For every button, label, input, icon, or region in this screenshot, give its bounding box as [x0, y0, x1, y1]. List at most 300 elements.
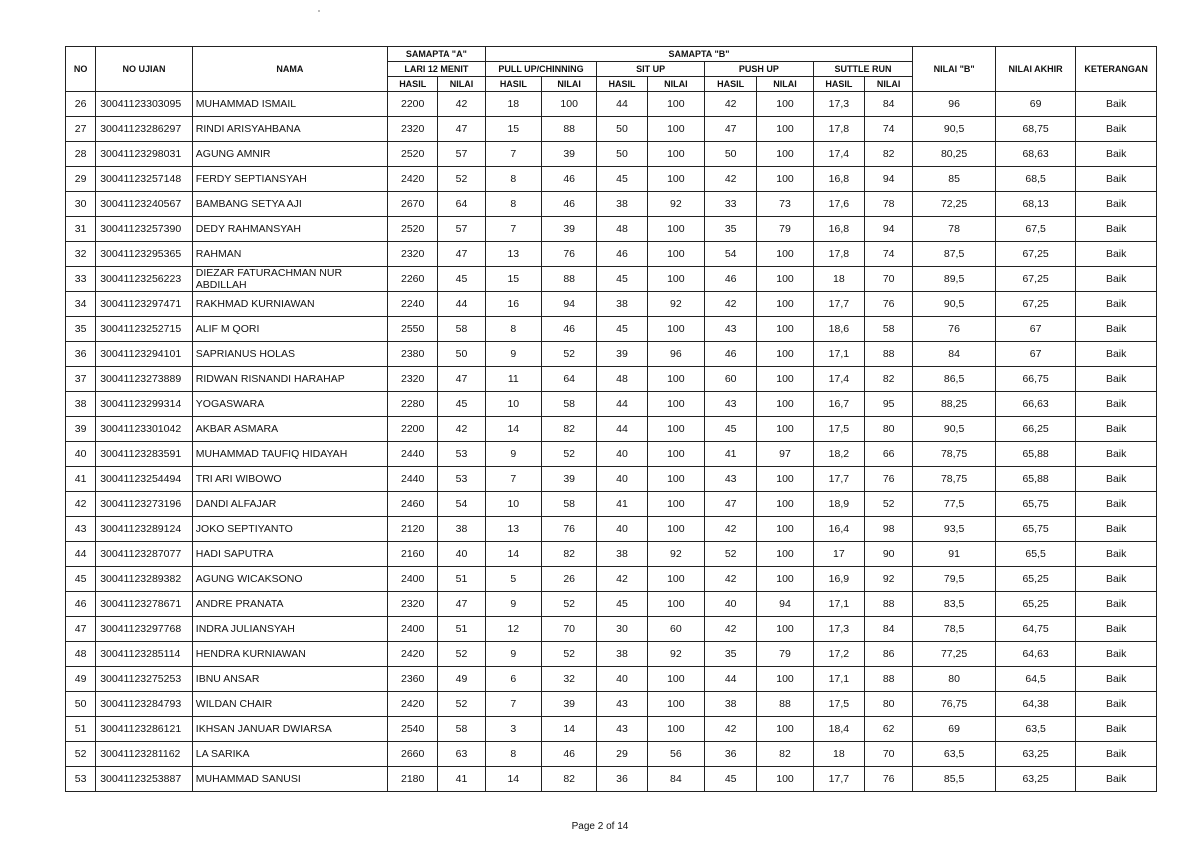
cell-nilai-akhir: 68,63	[995, 142, 1076, 167]
cell-no-ujian: 30041123294101	[96, 342, 193, 367]
table-row	[66, 267, 1157, 292]
scan-speck	[318, 10, 320, 12]
cell-suttle-hasil: 17,7	[813, 292, 864, 317]
cell-suttle-nilai: 90	[865, 542, 913, 567]
cell-pullup-nilai: 32	[542, 667, 597, 692]
nilai-subheader: NILAI	[865, 77, 913, 92]
cell-pushup-hasil: 46	[705, 342, 757, 367]
cell-pushup-nilai: 100	[757, 392, 813, 417]
cell-nilai-akhir: 67	[995, 317, 1076, 342]
cell-no-ujian: 30041123253887	[96, 767, 193, 792]
cell-pushup-hasil: 42	[705, 292, 757, 317]
cell-pushup-nilai: 100	[757, 292, 813, 317]
cell-pullup-nilai: 94	[542, 292, 597, 317]
cell-lari-hasil: 2240	[388, 292, 438, 317]
results-table	[65, 46, 1157, 792]
cell-pullup-nilai: 64	[542, 367, 597, 392]
cell-suttle-hasil: 16,8	[813, 167, 864, 192]
cell-situp-hasil: 45	[597, 592, 647, 617]
cell-situp-nilai: 84	[647, 767, 704, 792]
cell-no: 28	[66, 142, 96, 167]
cell-suttle-hasil: 17,5	[813, 692, 864, 717]
cell-suttle-hasil: 17,8	[813, 242, 864, 267]
cell-pushup-nilai: 97	[757, 442, 813, 467]
nilai-subheader: NILAI	[438, 77, 485, 92]
cell-pullup-hasil: 6	[485, 667, 541, 692]
cell-nilai-b: 96	[913, 92, 996, 117]
cell-lari-hasil: 2280	[388, 392, 438, 417]
cell-pushup-nilai: 82	[757, 742, 813, 767]
cell-situp-nilai: 100	[647, 567, 704, 592]
cell-no-ujian: 30041123301042	[96, 417, 193, 442]
cell-no: 41	[66, 467, 96, 492]
col-nilai-b-header: NILAI "B"	[913, 47, 996, 92]
cell-no: 53	[66, 767, 96, 792]
cell-pullup-nilai: 76	[542, 242, 597, 267]
cell-suttle-nilai: 62	[865, 717, 913, 742]
cell-lari-hasil: 2180	[388, 767, 438, 792]
cell-lari-nilai: 50	[438, 342, 485, 367]
table-row	[66, 417, 1157, 442]
cell-pushup-nilai: 100	[757, 367, 813, 392]
cell-situp-nilai: 100	[647, 392, 704, 417]
cell-keterangan: Baik	[1076, 317, 1157, 342]
cell-situp-nilai: 100	[647, 317, 704, 342]
cell-lari-hasil: 2200	[388, 92, 438, 117]
cell-suttle-nilai: 80	[865, 417, 913, 442]
cell-keterangan: Baik	[1076, 117, 1157, 142]
cell-nilai-b: 78,75	[913, 442, 996, 467]
cell-pullup-hasil: 9	[485, 342, 541, 367]
cell-nilai-akhir: 66,25	[995, 417, 1076, 442]
cell-suttle-nilai: 92	[865, 567, 913, 592]
cell-no-ujian: 30041123278671	[96, 592, 193, 617]
col-no-ujian-header: NO UJIAN	[96, 47, 193, 92]
cell-lari-nilai: 47	[438, 592, 485, 617]
cell-no: 42	[66, 492, 96, 517]
cell-no: 40	[66, 442, 96, 467]
cell-nama: DANDI ALFAJAR	[192, 492, 387, 517]
cell-pullup-hasil: 15	[485, 267, 541, 292]
cell-pushup-nilai: 100	[757, 242, 813, 267]
cell-no-ujian: 30041123287077	[96, 542, 193, 567]
cell-no-ujian: 30041123281162	[96, 742, 193, 767]
table-row	[66, 467, 1157, 492]
cell-lari-nilai: 44	[438, 292, 485, 317]
cell-pullup-nilai: 76	[542, 517, 597, 542]
cell-situp-hasil: 38	[597, 542, 647, 567]
cell-lari-hasil: 2660	[388, 742, 438, 767]
cell-no: 39	[66, 417, 96, 442]
cell-suttle-nilai: 70	[865, 742, 913, 767]
cell-keterangan: Baik	[1076, 767, 1157, 792]
cell-no: 30	[66, 192, 96, 217]
cell-pushup-nilai: 100	[757, 667, 813, 692]
cell-suttle-hasil: 17,2	[813, 642, 864, 667]
cell-keterangan: Baik	[1076, 567, 1157, 592]
cell-nama: AGUNG AMNIR	[192, 142, 387, 167]
cell-pushup-hasil: 42	[705, 517, 757, 542]
cell-lari-nilai: 40	[438, 542, 485, 567]
nilai-subheader: NILAI	[542, 77, 597, 92]
cell-pullup-nilai: 46	[542, 317, 597, 342]
cell-situp-hasil: 45	[597, 267, 647, 292]
cell-situp-nilai: 96	[647, 342, 704, 367]
cell-situp-nilai: 100	[647, 692, 704, 717]
cell-no: 27	[66, 117, 96, 142]
cell-nilai-b: 76,75	[913, 692, 996, 717]
cell-nama: ANDRE PRANATA	[192, 592, 387, 617]
cell-nama: MUHAMMAD SANUSI	[192, 767, 387, 792]
table-header	[66, 47, 1157, 92]
cell-keterangan: Baik	[1076, 392, 1157, 417]
cell-nilai-b: 78	[913, 217, 996, 242]
cell-keterangan: Baik	[1076, 517, 1157, 542]
cell-pullup-hasil: 16	[485, 292, 541, 317]
table-row	[66, 692, 1157, 717]
cell-lari-hasil: 2460	[388, 492, 438, 517]
cell-situp-hasil: 45	[597, 167, 647, 192]
cell-pullup-hasil: 7	[485, 142, 541, 167]
cell-nilai-akhir: 63,5	[995, 717, 1076, 742]
cell-lari-hasil: 2380	[388, 342, 438, 367]
cell-suttle-nilai: 98	[865, 517, 913, 542]
cell-pushup-nilai: 100	[757, 417, 813, 442]
cell-pullup-hasil: 8	[485, 317, 541, 342]
cell-nilai-b: 90,5	[913, 117, 996, 142]
cell-pushup-nilai: 100	[757, 167, 813, 192]
cell-keterangan: Baik	[1076, 342, 1157, 367]
hasil-subheader: HASIL	[597, 77, 647, 92]
cell-lari-nilai: 42	[438, 92, 485, 117]
table-row	[66, 542, 1157, 567]
col-nama-header: NAMA	[192, 47, 387, 92]
cell-lari-hasil: 2420	[388, 642, 438, 667]
cell-no-ujian: 30041123283591	[96, 442, 193, 467]
cell-lari-nilai: 49	[438, 667, 485, 692]
cell-situp-nilai: 92	[647, 542, 704, 567]
cell-nilai-akhir: 68,75	[995, 117, 1076, 142]
cell-no: 52	[66, 742, 96, 767]
cell-keterangan: Baik	[1076, 667, 1157, 692]
cell-no: 35	[66, 317, 96, 342]
cell-lari-nilai: 45	[438, 267, 485, 292]
cell-no: 34	[66, 292, 96, 317]
cell-situp-nilai: 100	[647, 92, 704, 117]
cell-lari-hasil: 2400	[388, 617, 438, 642]
cell-situp-nilai: 60	[647, 617, 704, 642]
cell-situp-hasil: 45	[597, 317, 647, 342]
cell-nilai-b: 78,5	[913, 617, 996, 642]
cell-keterangan: Baik	[1076, 442, 1157, 467]
cell-pullup-nilai: 52	[542, 592, 597, 617]
cell-pullup-nilai: 58	[542, 392, 597, 417]
cell-no-ujian: 30041123254494	[96, 467, 193, 492]
cell-no: 36	[66, 342, 96, 367]
cell-nama: TRI ARI WIBOWO	[192, 467, 387, 492]
table-row	[66, 92, 1157, 117]
cell-pushup-hasil: 43	[705, 317, 757, 342]
cell-nilai-b: 63,5	[913, 742, 996, 767]
cell-pullup-hasil: 14	[485, 542, 541, 567]
cell-no: 44	[66, 542, 96, 567]
cell-nama: RAHMAN	[192, 242, 387, 267]
cell-no-ujian: 30041123275253	[96, 667, 193, 692]
cell-no-ujian: 30041123252715	[96, 317, 193, 342]
cell-suttle-hasil: 17,8	[813, 117, 864, 142]
cell-pushup-nilai: 100	[757, 117, 813, 142]
cell-pushup-nilai: 88	[757, 692, 813, 717]
col-keterangan-header: KETERANGAN	[1076, 47, 1157, 92]
cell-situp-nilai: 100	[647, 492, 704, 517]
cell-nilai-akhir: 67	[995, 342, 1076, 367]
cell-lari-hasil: 2320	[388, 117, 438, 142]
cell-lari-nilai: 57	[438, 217, 485, 242]
cell-lari-nilai: 53	[438, 442, 485, 467]
cell-pushup-hasil: 35	[705, 217, 757, 242]
cell-pushup-nilai: 100	[757, 617, 813, 642]
cell-keterangan: Baik	[1076, 92, 1157, 117]
cell-suttle-hasil: 17,3	[813, 617, 864, 642]
table-row	[66, 517, 1157, 542]
cell-pullup-nilai: 14	[542, 717, 597, 742]
cell-pullup-hasil: 8	[485, 742, 541, 767]
cell-nama: MUHAMMAD ISMAIL	[192, 92, 387, 117]
cell-nilai-b: 80	[913, 667, 996, 692]
cell-situp-hasil: 36	[597, 767, 647, 792]
cell-lari-nilai: 63	[438, 742, 485, 767]
cell-lari-hasil: 2320	[388, 592, 438, 617]
cell-pullup-nilai: 39	[542, 692, 597, 717]
cell-suttle-nilai: 74	[865, 117, 913, 142]
cell-pushup-nilai: 100	[757, 717, 813, 742]
cell-nilai-b: 86,5	[913, 367, 996, 392]
cell-suttle-nilai: 58	[865, 317, 913, 342]
cell-lari-nilai: 51	[438, 617, 485, 642]
cell-suttle-hasil: 17,3	[813, 92, 864, 117]
cell-lari-nilai: 64	[438, 192, 485, 217]
cell-suttle-nilai: 80	[865, 692, 913, 717]
page-number: Page 2 of 14	[571, 821, 629, 832]
cell-situp-hasil: 43	[597, 717, 647, 742]
cell-suttle-hasil: 17,7	[813, 767, 864, 792]
cell-pushup-hasil: 45	[705, 767, 757, 792]
cell-situp-hasil: 44	[597, 417, 647, 442]
cell-suttle-nilai: 52	[865, 492, 913, 517]
cell-lari-hasil: 2670	[388, 192, 438, 217]
cell-nilai-akhir: 66,75	[995, 367, 1076, 392]
cell-no: 50	[66, 692, 96, 717]
cell-nama: JOKO SEPTIYANTO	[192, 517, 387, 542]
cell-nilai-b: 79,5	[913, 567, 996, 592]
cell-keterangan: Baik	[1076, 717, 1157, 742]
cell-no: 45	[66, 567, 96, 592]
cell-nilai-b: 85,5	[913, 767, 996, 792]
cell-nilai-akhir: 65,5	[995, 542, 1076, 567]
cell-pushup-hasil: 60	[705, 367, 757, 392]
table-row	[66, 492, 1157, 517]
cell-pullup-nilai: 70	[542, 617, 597, 642]
cell-pullup-hasil: 12	[485, 617, 541, 642]
cell-pushup-hasil: 46	[705, 267, 757, 292]
cell-nama: WILDAN CHAIR	[192, 692, 387, 717]
table-row	[66, 242, 1157, 267]
cell-pullup-hasil: 11	[485, 367, 541, 392]
cell-no: 32	[66, 242, 96, 267]
cell-keterangan: Baik	[1076, 642, 1157, 667]
cell-keterangan: Baik	[1076, 192, 1157, 217]
cell-nama: AGUNG WICAKSONO	[192, 567, 387, 592]
cell-nilai-akhir: 68,13	[995, 192, 1076, 217]
cell-nilai-akhir: 64,63	[995, 642, 1076, 667]
cell-suttle-nilai: 66	[865, 442, 913, 467]
cell-no: 48	[66, 642, 96, 667]
cell-pushup-nilai: 100	[757, 142, 813, 167]
cell-pullup-nilai: 100	[542, 92, 597, 117]
cell-suttle-nilai: 76	[865, 767, 913, 792]
cell-pullup-nilai: 46	[542, 192, 597, 217]
cell-nama: HADI SAPUTRA	[192, 542, 387, 567]
cell-pushup-hasil: 50	[705, 142, 757, 167]
cell-pullup-hasil: 7	[485, 692, 541, 717]
table-row	[66, 592, 1157, 617]
cell-nilai-akhir: 65,88	[995, 442, 1076, 467]
cell-nama: DEDY RAHMANSYAH	[192, 217, 387, 242]
table-row	[66, 567, 1157, 592]
cell-nilai-b: 88,25	[913, 392, 996, 417]
cell-situp-nilai: 92	[647, 292, 704, 317]
cell-pullup-hasil: 14	[485, 767, 541, 792]
cell-pullup-hasil: 13	[485, 242, 541, 267]
cell-pullup-hasil: 9	[485, 442, 541, 467]
cell-keterangan: Baik	[1076, 742, 1157, 767]
cell-no-ujian: 30041123297471	[96, 292, 193, 317]
cell-pushup-hasil: 42	[705, 167, 757, 192]
cell-lari-nilai: 52	[438, 167, 485, 192]
cell-pullup-nilai: 46	[542, 167, 597, 192]
cell-suttle-hasil: 17,1	[813, 592, 864, 617]
cell-no: 49	[66, 667, 96, 692]
cell-no-ujian: 30041123299314	[96, 392, 193, 417]
cell-nama: HENDRA KURNIAWAN	[192, 642, 387, 667]
cell-nilai-akhir: 69	[995, 92, 1076, 117]
cell-nama: IBNU ANSAR	[192, 667, 387, 692]
cell-pushup-nilai: 100	[757, 267, 813, 292]
cell-pushup-hasil: 42	[705, 567, 757, 592]
cell-suttle-nilai: 70	[865, 267, 913, 292]
cell-pullup-nilai: 26	[542, 567, 597, 592]
cell-suttle-nilai: 94	[865, 217, 913, 242]
cell-suttle-nilai: 86	[865, 642, 913, 667]
cell-no-ujian: 30041123240567	[96, 192, 193, 217]
cell-pullup-nilai: 82	[542, 417, 597, 442]
cell-pushup-nilai: 100	[757, 467, 813, 492]
cell-lari-hasil: 2260	[388, 267, 438, 292]
cell-lari-hasil: 2550	[388, 317, 438, 342]
cell-no-ujian: 30041123256223	[96, 267, 193, 292]
cell-keterangan: Baik	[1076, 292, 1157, 317]
nilai-subheader: NILAI	[757, 77, 813, 92]
cell-lari-nilai: 52	[438, 642, 485, 667]
cell-situp-nilai: 56	[647, 742, 704, 767]
cell-suttle-nilai: 88	[865, 342, 913, 367]
cell-situp-nilai: 100	[647, 517, 704, 542]
cell-no-ujian: 30041123303095	[96, 92, 193, 117]
cell-nama: SAPRIANUS HOLAS	[192, 342, 387, 367]
cell-pullup-nilai: 39	[542, 217, 597, 242]
cell-situp-hasil: 50	[597, 117, 647, 142]
cell-suttle-hasil: 16,7	[813, 392, 864, 417]
cell-suttle-nilai: 88	[865, 592, 913, 617]
cell-situp-hasil: 38	[597, 642, 647, 667]
cell-suttle-nilai: 82	[865, 367, 913, 392]
cell-nilai-akhir: 65,25	[995, 567, 1076, 592]
cell-suttle-nilai: 95	[865, 392, 913, 417]
cell-keterangan: Baik	[1076, 142, 1157, 167]
cell-pushup-hasil: 36	[705, 742, 757, 767]
cell-nilai-akhir: 63,25	[995, 767, 1076, 792]
cell-nilai-b: 72,25	[913, 192, 996, 217]
cell-no-ujian: 30041123273889	[96, 367, 193, 392]
cell-nama: IKHSAN JANUAR DWIARSA	[192, 717, 387, 742]
cell-lari-nilai: 58	[438, 317, 485, 342]
cell-keterangan: Baik	[1076, 367, 1157, 392]
cell-keterangan: Baik	[1076, 692, 1157, 717]
cell-suttle-hasil: 17,4	[813, 367, 864, 392]
table-row	[66, 117, 1157, 142]
cell-pushup-nilai: 79	[757, 642, 813, 667]
cell-situp-hasil: 39	[597, 342, 647, 367]
hasil-subheader: HASIL	[705, 77, 757, 92]
cell-no-ujian: 30041123289124	[96, 517, 193, 542]
table-row	[66, 717, 1157, 742]
cell-lari-hasil: 2420	[388, 167, 438, 192]
cell-lari-hasil: 2360	[388, 667, 438, 692]
cell-situp-hasil: 40	[597, 517, 647, 542]
cell-situp-hasil: 29	[597, 742, 647, 767]
cell-lari-nilai: 38	[438, 517, 485, 542]
cell-suttle-hasil: 17,1	[813, 667, 864, 692]
cell-lari-nilai: 45	[438, 392, 485, 417]
cell-keterangan: Baik	[1076, 542, 1157, 567]
cell-nilai-akhir: 68,5	[995, 167, 1076, 192]
table-row	[66, 367, 1157, 392]
cell-lari-hasil: 2520	[388, 217, 438, 242]
cell-nama: BAMBANG SETYA AJI	[192, 192, 387, 217]
cell-situp-nilai: 100	[647, 467, 704, 492]
cell-nilai-b: 87,5	[913, 242, 996, 267]
col-no-header: NO	[66, 47, 96, 92]
cell-no-ujian: 30041123286297	[96, 117, 193, 142]
cell-lari-nilai: 52	[438, 692, 485, 717]
cell-nilai-b: 76	[913, 317, 996, 342]
cell-nilai-b: 77,25	[913, 642, 996, 667]
cell-keterangan: Baik	[1076, 592, 1157, 617]
col-nilai-akhir-header: NILAI AKHIR	[995, 47, 1076, 92]
cell-nama: RAKHMAD KURNIAWAN	[192, 292, 387, 317]
cell-nilai-b: 93,5	[913, 517, 996, 542]
table-row	[66, 767, 1157, 792]
cell-nilai-akhir: 67,25	[995, 267, 1076, 292]
cell-suttle-nilai: 78	[865, 192, 913, 217]
cell-pushup-nilai: 100	[757, 542, 813, 567]
cell-keterangan: Baik	[1076, 217, 1157, 242]
cell-suttle-hasil: 17,4	[813, 142, 864, 167]
cell-pushup-hasil: 42	[705, 717, 757, 742]
cell-no: 38	[66, 392, 96, 417]
cell-lari-hasil: 2420	[388, 692, 438, 717]
cell-situp-hasil: 30	[597, 617, 647, 642]
